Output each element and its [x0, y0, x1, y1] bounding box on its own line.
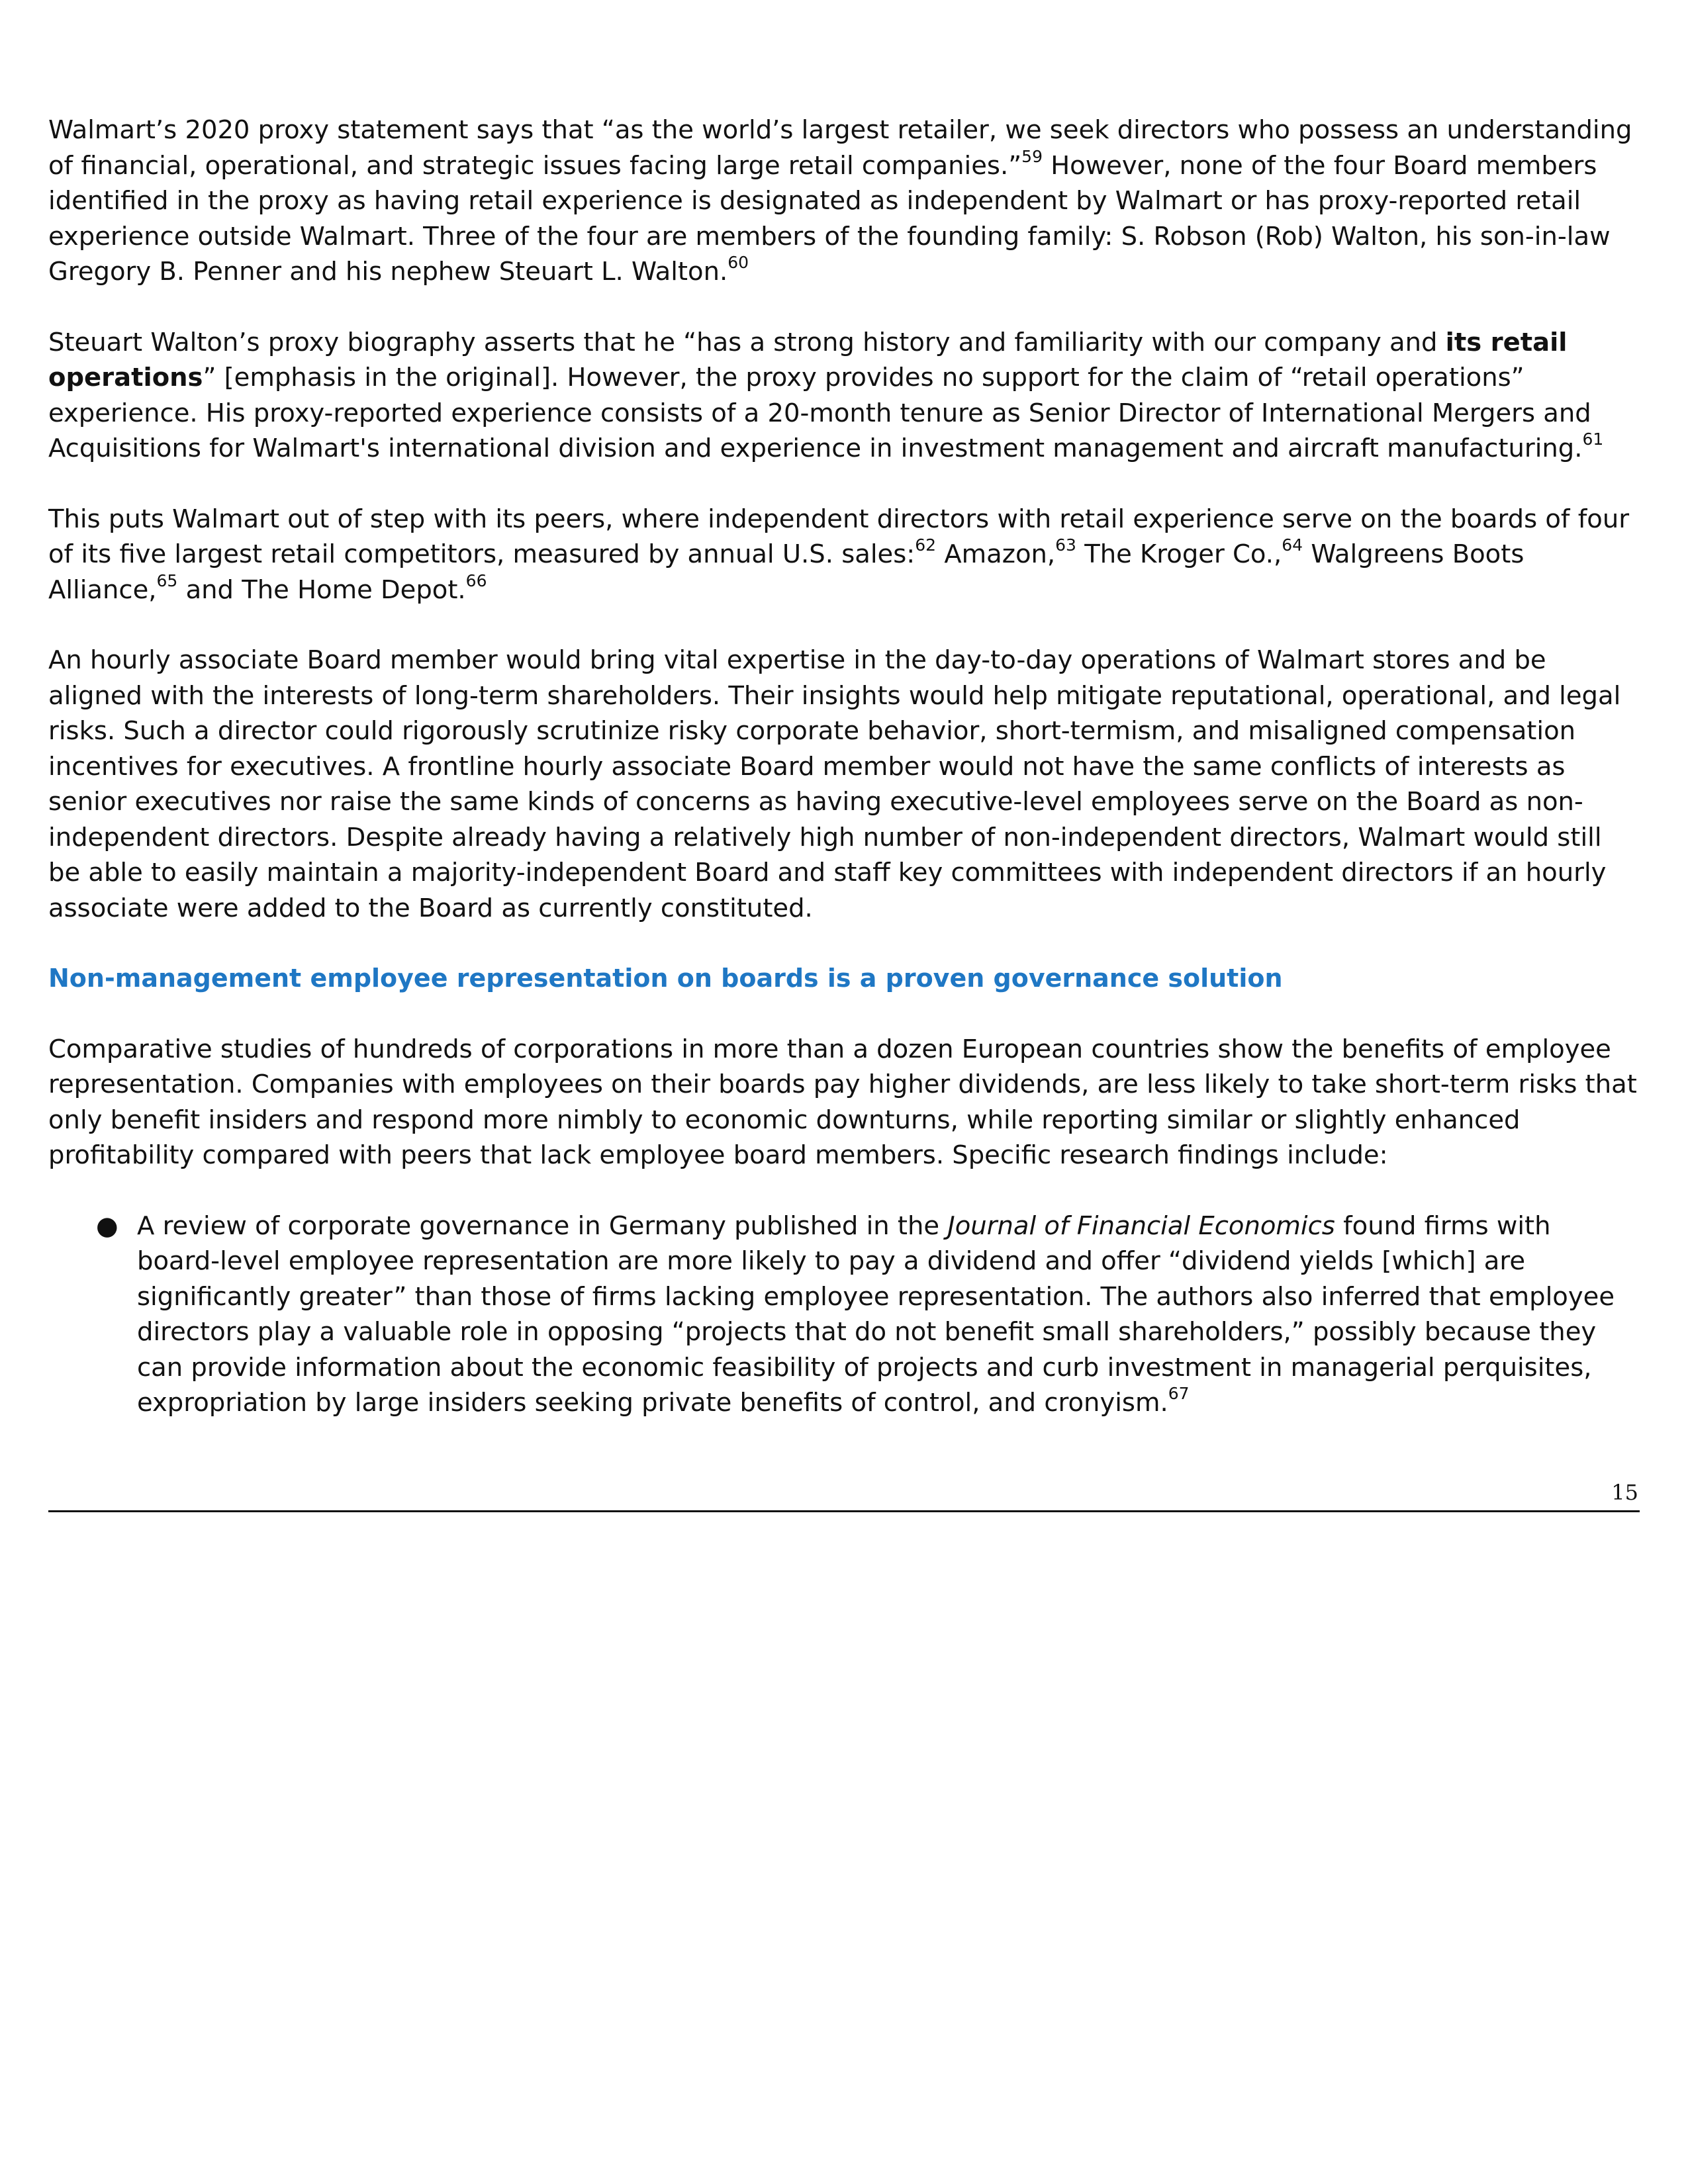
paragraph-retail-expertise [48, 113, 1638, 290]
document-body [48, 113, 1638, 1421]
paragraph-text: Walgreens Boots Alliance, [48, 539, 1524, 605]
journal-title: Journal of Financial Economics [947, 1210, 1335, 1241]
footnote-ref[interactable]: 65 [156, 570, 178, 590]
paragraph-text: Steuart Walton’s proxy biography asserts that he “has a strong history and familiarity with our company and [48, 327, 1446, 357]
list-item-text: found firms with board-level employee representation are more likely to pay a dividend and offer “dividend yields [which] are significantly greater” than those of firms lacking employee representation. The authors also inferred that employee directors play a valuable role in opposing “projects that do not benefit small shareholders,” possibly because they can provide information about the economic feasibility of projects and curb investment in managerial perquisites, expropriation by large insiders seeking private benefits of control, and cronyism. [137, 1210, 1615, 1418]
paragraph-comparative-studies: Comparative studies of hundreds of corporations in more than a dozen European countries show the benefits of employee representation. Companies with employees on their boards pay higher dividends, are less likely to take short-term risks that only benefit insiders and respond more nimbly to economic downturns, while reporting similar or slightly enhanced profitability compared with peers that lack employee board members. Specific research findings include: [48, 1034, 1637, 1170]
bullet-icon: ● [96, 1210, 118, 1241]
footnote-ref[interactable]: 64 [1282, 535, 1303, 555]
paragraph-text: However, none of the four Board members identified in the proxy as having retail experience is designated as independent by Walmart or has proxy-reported retail experience outside Walmart. Three of the four are members of the founding family: S. Robson (Rob) Walton, his son-in-law Gregory B. Penner and his nephew Steuart L. Walton. [48, 150, 1611, 287]
footnote-ref[interactable]: 63 [1055, 535, 1076, 555]
footnote-ref[interactable]: 59 [1021, 146, 1043, 166]
paragraph-text: This puts Walmart out of step with its peers, where independent directors with retail experience serve on the boards of four of its five largest retail competitors, measured by annual U.S. sales: [48, 504, 1630, 569]
paragraph-text: ” [emphasis in the original]. However, the proxy provides no support for the claim of “retail operations” experience. His proxy-reported experience consists of a 20-month tenure as Senior Director of International Mergers and Acquisitions for Walmart's international division and experience in investment management and aircraft manufacturing. [48, 363, 1591, 463]
list-item-text: A review of corporate governance in Germany published in the [137, 1210, 948, 1241]
paragraph-peers [48, 502, 1638, 608]
findings-list [48, 1208, 1638, 1421]
footnote-ref[interactable]: 60 [727, 253, 749, 273]
paragraph-text: Amazon, [936, 539, 1056, 569]
page-number: 15 [1611, 1480, 1638, 1505]
footnote-ref[interactable]: 66 [465, 570, 487, 590]
paragraph-text: and The Home Depot. [177, 574, 466, 605]
paragraph-text: Walmart’s 2020 proxy statement says that “as the world’s largest retailer, we seek directors who possess an understanding of financial, operational, and strategic issues facing large retail companies.” [48, 115, 1632, 181]
footnote-ref[interactable]: 67 [1168, 1384, 1190, 1404]
paragraph-text: The Kroger Co., [1076, 539, 1282, 569]
footnote-ref[interactable]: 61 [1582, 430, 1604, 449]
footer-rule [48, 1510, 1640, 1512]
section-heading: Non-management employee representation on boards is a proven governance solution [48, 964, 1283, 993]
footnote-ref[interactable]: 62 [915, 535, 937, 555]
paragraph-steuart-walton [48, 325, 1638, 467]
list-item [48, 1208, 1638, 1421]
emphasis-bold: its retail operations [48, 327, 1568, 392]
paragraph-hourly-associate: An hourly associate Board member would bring vital expertise in the day-to-day operations of Walmart stores and be aligned with the interests of long-term shareholders. Their insights would help mitigate reputational, operational, and legal risks. Such a director could rigorously scrutinize risky corporate behavior, short-termism, and misaligned compensation incentives for executives. A frontline hourly associate Board member would not have the same conflicts of interests as senior executives nor raise the same kinds of concerns as having executive-level employees serve on the Board as non-independent directors. Despite already having a relatively high number of non-independent directors, Walmart would still be able to easily maintain a majority-independent Board and staff key committees with independent directors if an hourly associate were added to the Board as currently constituted. [48, 645, 1621, 923]
